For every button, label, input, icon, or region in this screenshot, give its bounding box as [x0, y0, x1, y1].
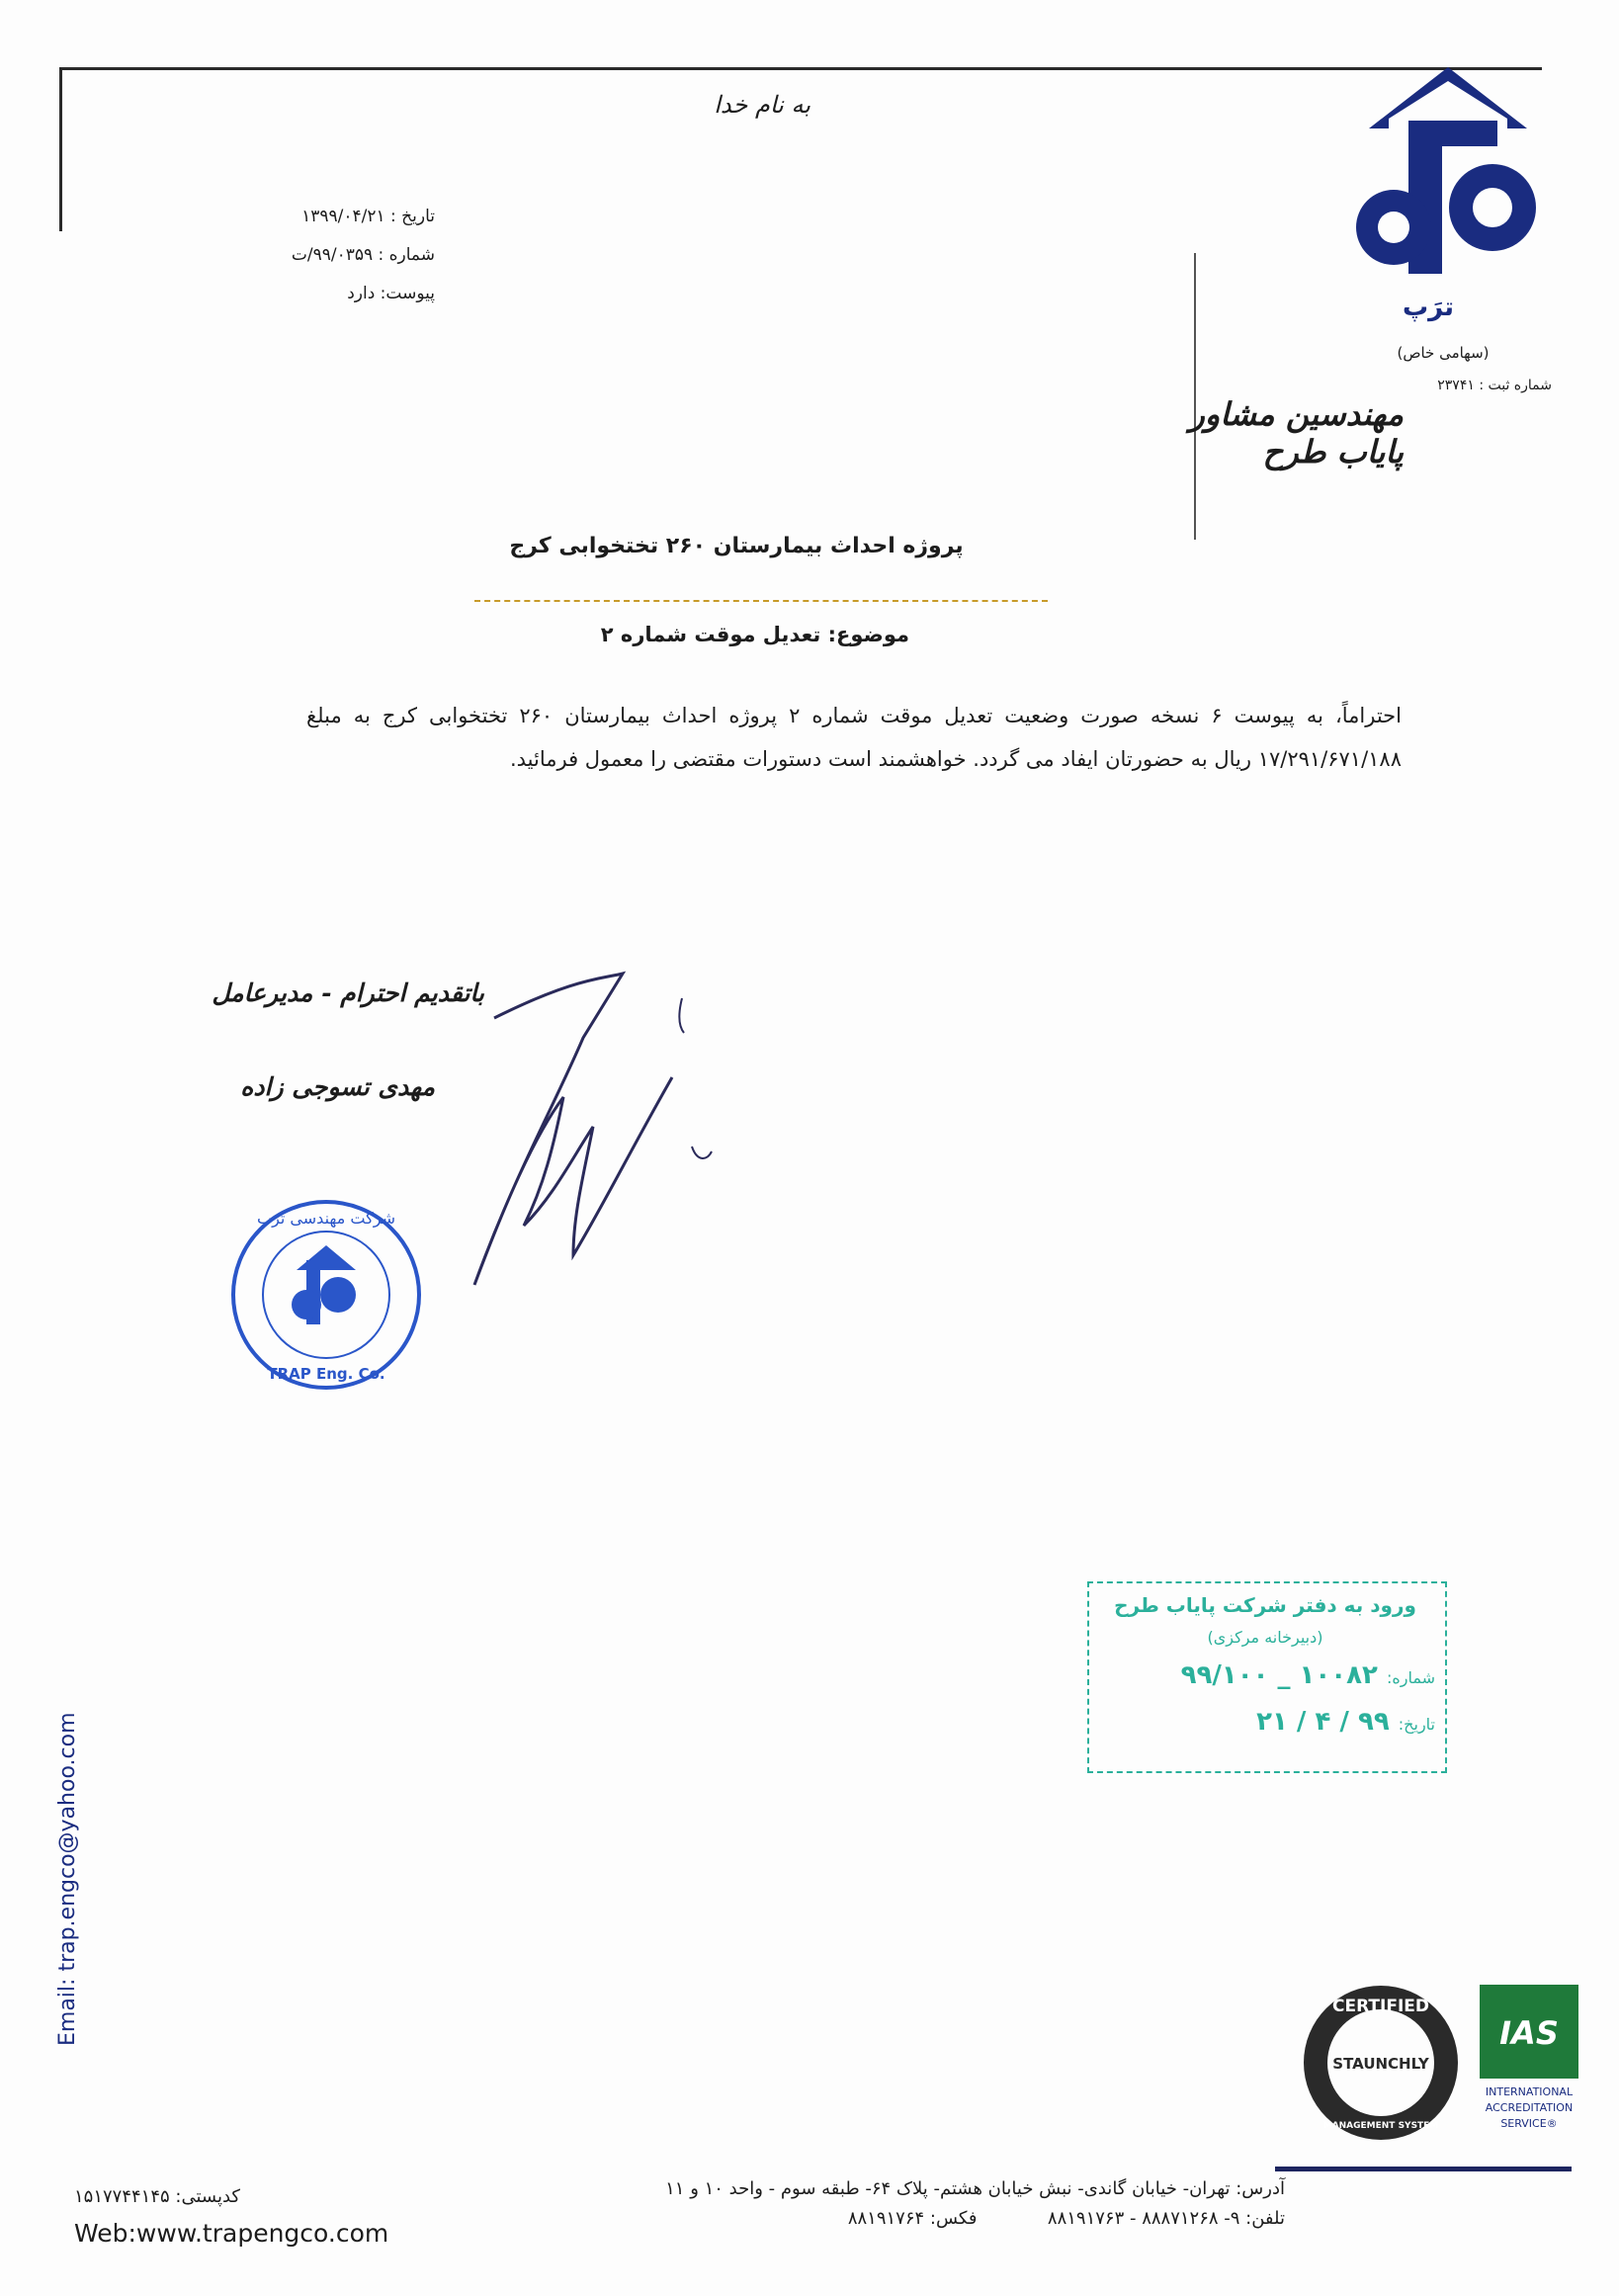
date-line: تاریخ : ۱۳۹۹/۰۴/۲۱ [301, 207, 435, 226]
brand-wordmark: ترَپ [1402, 293, 1455, 322]
stamp-number-label: شماره: [1386, 1668, 1435, 1687]
side-email: Email: trap.engco@yahoo.com [55, 1712, 80, 2046]
footer-fax: فکس: ۸۸۱۹۱۷۶۴ [847, 2208, 978, 2229]
number-line: شماره : ۹۹/۰۳۵۹/ت [291, 245, 435, 265]
letterhead-top-rule [59, 67, 1542, 70]
cert-middle-text: STAUNCHLY [1332, 2055, 1429, 2073]
svg-text:ACCREDITATION: ACCREDITATION [1485, 2101, 1574, 2114]
seal-text-bottom: TRAP Eng. Co. [267, 1365, 385, 1383]
svg-text:INTERNATIONAL: INTERNATIONAL [1485, 2085, 1574, 2098]
company-type: (سهامی خاص) [1397, 344, 1490, 362]
certified-management-system-badge-icon [1300, 1982, 1463, 2145]
stamp-title: ورود به دفتر شرکت پایاب طرح [1114, 1593, 1416, 1617]
cert-bottom-text: MANAGEMENT SYSTEM [1322, 2121, 1439, 2131]
company-seal-icon [227, 1196, 425, 1394]
svg-text:SERVICE®: SERVICE® [1500, 2117, 1558, 2130]
footer-address-block [524, 2174, 1285, 2234]
footer-rule [1275, 2167, 1572, 2171]
stamp-subtitle: (دبیرخانه مرکزی) [1207, 1628, 1323, 1647]
footer-phone-fax [524, 2204, 1285, 2234]
stamp-date-label: تاریخ: [1398, 1715, 1435, 1734]
footer-postal-code: کدپستی: ۱۵۱۷۷۴۴۱۴۵ [74, 2186, 240, 2207]
title-divider [474, 600, 1048, 602]
receipt-stamp [1087, 1581, 1447, 1773]
project-title: پروژه احداث بیمارستان ۲۶۰ تختخوابی کرج [509, 534, 964, 558]
letterhead-left-rule [59, 67, 62, 231]
stamp-date-row [1099, 1707, 1435, 1737]
seal-text-top: شرکت مهندسی ترپ [257, 1209, 395, 1228]
footer-address: آدرس: تهران- خیابان گاندی- نبش خیابان هشتم- پلاک ۶۴- طبقه سوم - واحد ۱۰ و ۱۱ [665, 2178, 1285, 2199]
stamp-number-value: ۱۰۰۸۲ _ ۹۹/۱۰۰ [1180, 1660, 1378, 1690]
ias-accreditation-logo-icon [1475, 1985, 1583, 2148]
stamp-number-row [1099, 1660, 1435, 1690]
handwritten-signature [435, 959, 761, 1354]
attachment-line: پیوست: دارد [347, 284, 435, 303]
registration-number: شماره ثبت : ۲۳۷۴۱ [1437, 378, 1552, 393]
stamp-date-value: ۹۹ / ۴ / ۲۱ [1256, 1707, 1390, 1737]
footer-website: Web:www.trapengco.com [74, 2219, 389, 2248]
signer-name: مهدی تسوجی زاده [240, 1072, 435, 1101]
cert-top-text: CERTIFIED [1332, 1997, 1429, 2016]
ias-logo-text: IAS [1499, 2014, 1559, 2052]
letter-body: احتراماً، به پیوست ۶ نسخه صورت وضعیت تعدیل موقت شماره ۲ پروژه احداث بیمارستان ۲۶۰ تختخوابی کرج به مبلغ ۱۷/۲۹۱/۶۷۱/۱۸۸ ریال به حضورتان ایفاد می گردد. خواهشمند است دستورات مقتضی را معمول فرمائید. [306, 704, 1402, 771]
footer-phone: تلفن: ۹- ۸۸۸۷۱۲۶۸ - ۸۸۱۹۱۷۶۳ [1047, 2208, 1285, 2229]
company-name: مهندسین مشاور پایاب طرح [1189, 395, 1404, 470]
bismillah: به نام خدا [714, 91, 810, 119]
letter-meta [257, 198, 435, 313]
closing-line: باتقدیم احترام - مدیرعامل [212, 978, 484, 1007]
subject-line: موضوع: تعدیل موقت شماره ۲ [600, 623, 909, 646]
